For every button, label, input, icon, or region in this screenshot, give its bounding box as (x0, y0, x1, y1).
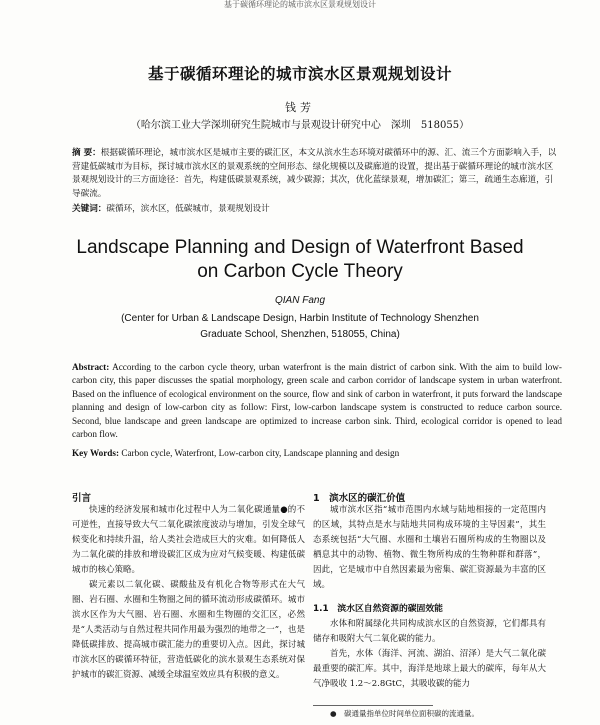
keywords-zh-text: 碳循环，滨水区，低碳城市，景观规划设计 (106, 204, 270, 214)
title-en (0, 236, 600, 284)
paragraph: 快速的经济发展和城市化过程中人为二氧化碳通量●的不可逆性，直接导致大气二氧化碳浓度波动与增加，引发全球气候变化和持续升温，给人类社会造成巨大的灾难。如何降低人为二氧化碳的排放和增设碳汇区成为应对气候变暖、构建低碳城市的核心策略。 (72, 505, 305, 575)
footnote: ● 碳通量指单位时间单位面积碳的流通量。 (330, 709, 480, 718)
body-right-column (313, 503, 546, 593)
body-right-column-2 (313, 617, 546, 692)
keywords-en-text: Carbon cycle, Waterfront, Low-carbon city, Landscape planning and design (121, 448, 400, 458)
abstract-zh-text: 根据碳循环理论，城市滨水区是城市主要的碳汇区，本文从滨水生态环境对碳循环中的源、汇、流三个方面影响入手，以营建低碳城市为目标，探讨城市滨水区的景观系统的空间形态、绿化规模以及碳廊道的设置，提出基于碳循环理论的城市滨水区景观规划设计的三方面途径：首先，构建低碳景观系统，减少碳源；其次，优化蓝绿景观，增加碳汇；第三，疏通生态廊道，引导碳流。 (72, 148, 557, 199)
affiliation-en (60, 311, 540, 343)
paragraph: 城市滨水区指“城市范围内水域与陆地相接的一定范围内的区域，其特点是水与陆地共同构成环境的主导因素”，其生态系统包括“大气圈、水圈和土壤岩石圈所构成的生物圈以及栖息其中的动物、植物、微生物所构成的生物种群和群落”，因此，它是城市中自然因素最为密集、碳汇资源最为丰富的区域。 (313, 505, 546, 590)
author-en: QIAN Fang (274, 295, 326, 306)
author-zh: 钱芳 (285, 101, 315, 114)
footnote-divider (313, 705, 433, 706)
paragraph: 首先，水体（海洋、河流、湖泊、沼泽）是大气二氧化碳最重要的碳汇库。其中，海洋是地球上最大的碳库，每年从大气净吸收 1.2～2.8GtC，其吸收碳的能力 (313, 649, 546, 689)
title-en-line2: on Carbon Cycle Theory (197, 261, 403, 282)
keywords-en (72, 447, 562, 460)
abstract-zh (72, 147, 560, 201)
abstract-zh-label: 摘 要： (72, 148, 101, 158)
title-zh: 基于碳循环理论的城市滨水区景观规划设计 (147, 65, 452, 83)
affiliation-zh: （哈尔滨工业大学深圳研究生院城市与景观设计研究中心 深圳 518055） (130, 120, 470, 131)
section-heading-intro: 引言 (72, 493, 92, 504)
keywords-zh (72, 203, 560, 216)
body-left-column (72, 503, 305, 683)
keywords-en-label: Key Words: (72, 448, 120, 458)
paragraph: 碳元素以二氧化碳、碳酸盐及有机化合物等形式在大气圈、岩石圈、水圈和生物圈之间的循环流动形成碳循环。城市滨水区作为大气圈、岩石圈、水圈和生物圈的交汇区，必然是“人类活动与自然过程共同作用最为强烈的地带之一”，也是降低碳排放、提高城市碳汇能力的重要切入点。因此，探讨城市滨水区的碳循环特征，营造低碳化的滨水景观生态系统对保护城市的碳汇资源、减缓全球温室效应具有积极的意义。 (72, 580, 305, 680)
abstract-en (72, 361, 562, 441)
running-header: 基于碳循环理论的城市滨水区景观规划设计 (224, 0, 376, 9)
abstract-en-text: According to the carbon cycle theory, urban waterfront is the main district of carbon sink. With the aim to build low-carbon city, this paper discusses the spatial morphology, green scale and carbon corridor of landscape system in urban waterfront. Based on the influence of ecological environment on the source, flow and sink of carbon in waterfront, it puts forward the landscape planning and design of low-carbon city as follow: First, low-carbon landscape system is constructed to reduce carbon source. Second, blue landscape and green landscape are optimized to increase carbon sink. Third, ecological corridor is opened to lead carbon flow. (72, 362, 562, 440)
paragraph: 水体和附属绿化共同构成滨水区的自然资源，它们都具有储存和吸附大气二氧化碳的能力。 (313, 619, 546, 644)
title-en-line1: Landscape Planning and Design of Waterfront Based (76, 237, 524, 258)
affiliation-en-line2: Graduate School, Shenzhen, 518055, China) (200, 329, 400, 340)
affiliation-en-line1: (Center for Urban & Landscape Design, Harbin Institute of Technology Shenzhen (121, 313, 479, 324)
section-heading-1: 1 滨水区的碳汇价值 (313, 493, 406, 504)
keywords-zh-label: 关键词： (72, 204, 107, 214)
abstract-en-label: Abstract: (72, 362, 110, 372)
subsection-heading-1-1: 1.1 滨水区自然资源的碳固效能 (313, 604, 443, 614)
